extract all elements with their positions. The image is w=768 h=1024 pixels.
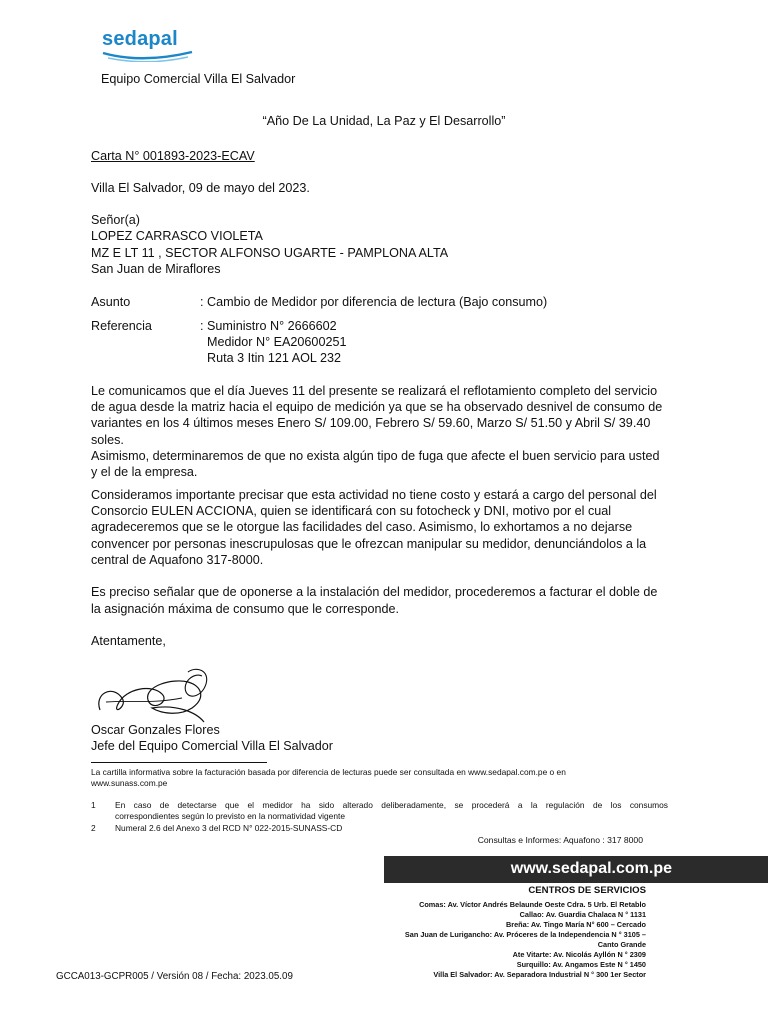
signer-name: Oscar Gonzales Flores [91, 723, 220, 737]
salutation: Señor(a) [91, 213, 140, 227]
sedapal-logo [102, 28, 192, 62]
recipient-name: LOPEZ CARRASCO VIOLETA [91, 229, 263, 243]
service-center-address: Breña: Av. Tingo María N° 600 – Cercado [506, 920, 646, 929]
service-center-address: Canto Grande [597, 940, 646, 949]
footnote-info-link: www.sunass.com.pe [91, 778, 168, 788]
body-line: convencer por personas inescrupulosas que le ofrezcan manipular su medidor, denunciándolos a la [91, 537, 647, 551]
logo-swoosh-icon [102, 50, 194, 62]
recipient-address: MZ E LT 11 , SECTOR ALFONSO UGARTE - PAMPLONA ALTA [91, 246, 449, 260]
service-center-address: Ate Vitarte: Av. Nicolás Ayllón N ° 2309 [512, 950, 646, 959]
service-center-address: Callao: Av. Guardia Chalaca N ° 1131 [519, 910, 646, 919]
body-line: la asignación máxima de consumo que le corresponde. [91, 602, 400, 616]
service-center-address: San Juan de Lurigancho: Av. Próceres de la Independencia N ° 3105 – [404, 930, 646, 939]
form-code: GCCA013-GCPR005 / Versión 08 / Fecha: 2023.05.09 [56, 971, 293, 982]
service-center-address: Villa El Salvador: Av. Separadora Industrial N ° 300 1er Sector [433, 970, 646, 979]
reference-line: Ruta 3 Itin 121 AOL 232 [200, 351, 341, 365]
body-line: Es preciso señalar que de oponerse a la instalación del medidor, procederemos a facturar el doble de [91, 585, 658, 599]
reference-line: Medidor N° EA20600251 [200, 335, 347, 349]
subject-value: : Cambio de Medidor por diferencia de lectura (Bajo consumo) [200, 295, 548, 309]
year-motto: “Año De La Unidad, La Paz y El Desarrollo” [262, 114, 506, 128]
body-line: Le comunicamos que el día Jueves 11 del presente se realizará el reflotamiento completo del servicio [91, 384, 658, 398]
body-line: variantes en los 4 últimos meses Enero S/ 109.00, Febrero S/ 59.60, Marzo S/ 51.50 y Abril S/ 39.40 [91, 416, 651, 430]
footnote-info: La cartilla informativa sobre la facturación basada por diferencia de lecturas puede ser consultada en www.sedapal.com.pe o en [91, 767, 566, 777]
footnote-divider [91, 762, 267, 763]
service-center-address: Comas: Av. Víctor Andrés Belaunde Oeste Cdra. 5 Urb. El Retablo [419, 900, 646, 909]
body-line: soles. [91, 433, 124, 447]
body-line: Consorcio EULEN ACCIONA, quien se identificará con su fotocheck y DNI, motivo por el cual [91, 504, 612, 518]
reference-line: : Suministro N° 2666602 [200, 319, 337, 333]
consultas-info: Consultas e Informes: Aquafono : 317 8000 [477, 835, 643, 845]
body-line: de agua desde la matriz hacia el equipo de medición ya que se ha observado desnivel de consumo de [91, 400, 663, 414]
footnote-text: En caso de detectarse que el medidor ha sido alterado deliberadamente, se procederá a la regulación de los consumos [115, 800, 668, 810]
handwritten-signature [92, 664, 222, 726]
team-name: Equipo Comercial Villa El Salvador [101, 72, 296, 86]
body-line: Consideramos importante precisar que esta actividad no tiene costo y estará a cargo del personal del [91, 488, 657, 502]
place-date: Villa El Salvador, 09 de mayo del 2023. [91, 181, 310, 195]
footnote-text: Numeral 2.6 del Anexo 3 del RCD N° 022-2015-SUNASS-CD [115, 823, 343, 833]
recipient-district: San Juan de Miraflores [91, 262, 221, 276]
letter-number: Carta N° 001893-2023-ECAV [91, 149, 255, 163]
reference-label: Referencia [91, 319, 152, 333]
footer-band [384, 856, 768, 883]
body-line: y el de la empresa. [91, 465, 198, 479]
footnote-text: correspondientes según lo previsto en la normatividad vigente [115, 811, 345, 821]
footnote-number: 2 [91, 823, 96, 833]
footer-url[interactable]: www.sedapal.com.pe [510, 860, 672, 877]
footnote-number: 1 [91, 800, 96, 810]
signer-title: Jefe del Equipo Comercial Villa El Salvador [91, 739, 333, 753]
body-line: Asimismo, determinaremos de que no exista algún tipo de fuga que afecte el buen servicio para usted [91, 449, 660, 463]
closing: Atentamente, [91, 634, 166, 648]
logo-wordmark: sedapal [102, 28, 178, 50]
service-centers-title: CENTROS DE SERVICIOS [528, 885, 646, 896]
subject-label: Asunto [91, 295, 131, 309]
body-line: central de Aquafono 317-8000. [91, 553, 264, 567]
service-center-address: Surquillo: Av. Angamos Este N ° 1450 [516, 960, 646, 969]
body-line: agradeceremos que se le otorgue las facilidades del caso. Asimismo, lo exhortamos a no dejarse [91, 520, 633, 534]
